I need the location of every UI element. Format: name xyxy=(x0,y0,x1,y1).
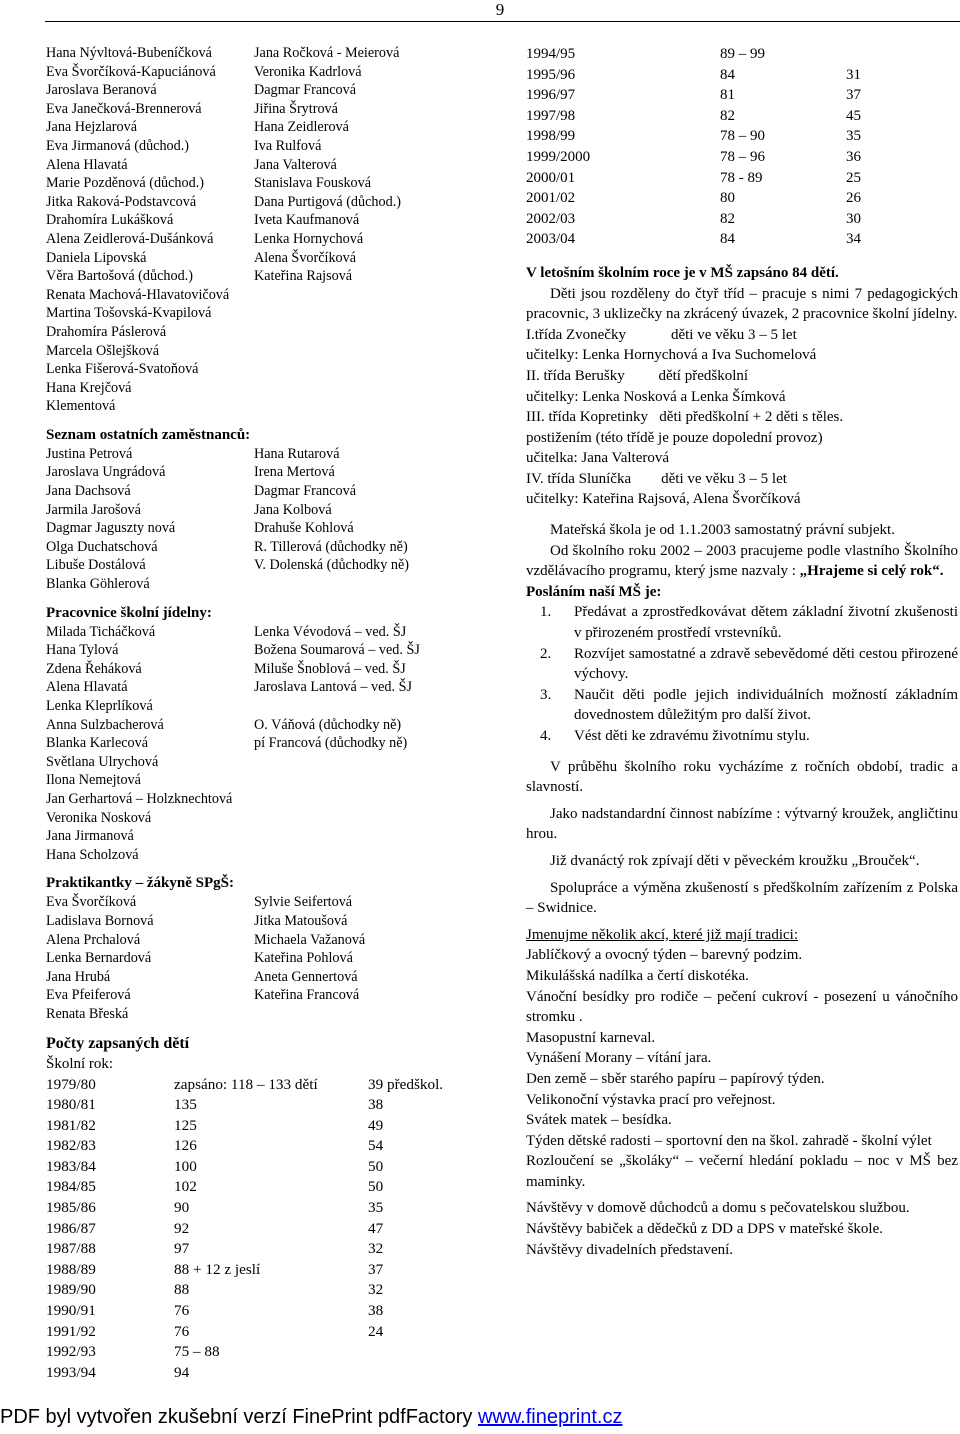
name-left: Eva Pfeiferová xyxy=(46,987,131,1004)
name-item: Drahomíra Páslerová xyxy=(46,323,167,340)
name-right: Božena Soumarová – ved. ŠJ xyxy=(254,642,420,659)
preschool-count: 47 xyxy=(368,1219,384,1237)
name-left: Eva Jirmanová (důchod.) xyxy=(46,137,190,154)
table-row xyxy=(46,1157,486,1178)
name-right: O. Váňová (důchodky ně) xyxy=(254,716,402,733)
name-item: Ilona Nemejtová xyxy=(46,772,141,789)
enrolled-count: 76 xyxy=(174,1302,190,1320)
school-year: 1985/86 xyxy=(46,1199,96,1217)
school-year: 1999/2000 xyxy=(526,148,591,165)
activities-paragraphs xyxy=(526,757,958,919)
enrolled-count: V letošním školním roce je v MŠ zapsáno 84 dětí. xyxy=(526,264,839,281)
name-left: Renata Břeská xyxy=(46,1005,129,1022)
name-right: Kateřina Rajsová xyxy=(254,268,353,285)
table-row xyxy=(46,1260,486,1281)
name-right: Jitka Matoušová xyxy=(254,912,348,929)
preschool-count: 50 xyxy=(368,1157,384,1175)
name-row xyxy=(46,660,486,679)
enrolment-heading: Počty zapsaných dětí xyxy=(46,1034,190,1052)
preschool-count: 38 xyxy=(368,1096,384,1114)
class-line: učitelky: Kateřina Rajsová, Alena Švorčíková xyxy=(526,491,801,508)
staff-list-singles xyxy=(46,286,486,416)
school-year: 1984/85 xyxy=(46,1178,96,1196)
enrolled-count: 78 – 96 xyxy=(720,148,765,165)
name-right: Aneta Gennertová xyxy=(254,968,358,985)
mission-text: Vést děti ke zdravému životnímu stylu. xyxy=(574,728,810,744)
preschool-count: 50 xyxy=(368,1178,384,1196)
name-row xyxy=(46,734,486,753)
preschool-count: 38 xyxy=(368,1302,384,1320)
enrolment-table-continued xyxy=(526,44,958,250)
class-line: IV. třída Sluníčka děti ve věku 3 – 5 let xyxy=(526,470,787,487)
name-left: Alena Hlavatá xyxy=(46,156,128,173)
school-year: 1986/87 xyxy=(46,1219,96,1237)
tradition-item: Masopustní karneval. xyxy=(526,1029,656,1046)
name-right: Lenka Hornychová xyxy=(254,230,364,247)
school-year: 2000/01 xyxy=(526,169,576,186)
name-item: Světlana Ulrychová xyxy=(46,753,159,770)
school-year: 1993/94 xyxy=(46,1363,96,1381)
class-list xyxy=(526,325,958,510)
trainees-list xyxy=(46,893,486,1023)
enrolled-count: 76 xyxy=(174,1322,190,1340)
name-row xyxy=(46,445,486,464)
right-column xyxy=(526,44,958,1260)
table-row xyxy=(526,44,958,65)
enrolled-count: 82 xyxy=(720,210,735,227)
name-item: Renata Machová-Hlavatovičová xyxy=(46,286,230,303)
name-item: Veronika Nosková xyxy=(46,809,152,826)
name-right: Dagmar Francová xyxy=(254,483,357,500)
table-row xyxy=(526,126,958,147)
preschool-count: 34 xyxy=(846,231,861,248)
name-left: Justina Petrová xyxy=(46,445,133,462)
name-row xyxy=(46,1005,486,1024)
name-item: Marcela Ošlejšková xyxy=(46,342,160,359)
name-row xyxy=(46,174,486,193)
school-year: 2003/04 xyxy=(526,231,576,248)
visit-item: Návštěvy divadelních představení. xyxy=(526,1241,734,1258)
table-row xyxy=(46,1095,486,1116)
tradition-item: Velikonoční výstavka prací pro veřejnost. xyxy=(526,1091,776,1108)
enrolled-count: 81 xyxy=(720,87,735,104)
name-row xyxy=(46,44,486,63)
table-row xyxy=(46,1136,486,1157)
enrolled-count: 88 + 12 z jeslí xyxy=(174,1260,261,1278)
tradition-item: Den země – sběr starého papíru – papírový týden. xyxy=(526,1070,825,1087)
name-row xyxy=(46,697,486,716)
tradition-item: Jablíčkový a ovocný týden – barevný podzim. xyxy=(526,947,803,964)
name-row xyxy=(46,678,486,697)
tradition-item: Svátek matek – besídka. xyxy=(526,1112,672,1129)
header-rule xyxy=(45,21,960,22)
table-row xyxy=(46,1301,486,1322)
preschool-count: 35 xyxy=(368,1199,384,1217)
name-left: Alena Prchalová xyxy=(46,931,141,948)
enrolled-count: 80 xyxy=(720,190,735,207)
table-row xyxy=(46,1363,486,1384)
kitchen-staff-list xyxy=(46,623,486,753)
school-year: 1981/82 xyxy=(46,1116,96,1134)
visits-list xyxy=(526,1198,958,1260)
trainees-heading: Praktikantky – žákyně SPgŠ: xyxy=(46,875,234,892)
enrolled-count: 100 xyxy=(174,1157,197,1175)
name-right: Irena Mertová xyxy=(254,464,335,481)
visit-item: Návštěvy babiček a dědečků z DD a DPS v mateřské škole. xyxy=(526,1221,883,1238)
program-paragraph xyxy=(526,541,958,582)
name-row xyxy=(46,641,486,660)
enrolled-count: 135 xyxy=(174,1096,197,1114)
paragraph: Spolupráce a výměna zkušeností s předškolním zařízením z Polska – Swidnice. xyxy=(526,879,958,917)
name-row xyxy=(46,137,486,156)
preschool-count: 32 xyxy=(368,1240,384,1258)
school-year: 1980/81 xyxy=(46,1096,96,1114)
name-left: Jana Dachsová xyxy=(46,483,131,500)
table-row xyxy=(46,1219,486,1240)
name-left: Eva Švorčíková-Kapuciánová xyxy=(46,63,216,80)
name-right: Kateřina Francová xyxy=(254,987,360,1004)
school-year: 1987/88 xyxy=(46,1240,96,1258)
name-right: Iva Rulfová xyxy=(254,137,322,154)
preschool-count: 36 xyxy=(846,148,861,165)
name-left: Zdena Řeháková xyxy=(46,660,142,677)
name-left: Blanka Göhlerová xyxy=(46,576,150,593)
name-right: Stanislava Fousková xyxy=(254,175,372,192)
mission-number: 1. xyxy=(540,604,552,621)
name-item: Hana Scholzová xyxy=(46,846,139,863)
school-year: 1997/98 xyxy=(526,107,576,124)
table-row xyxy=(46,1116,486,1137)
paragraph: V průběhu školního roku vycházíme z ročních období, tradic a slavností. xyxy=(526,758,958,796)
kitchen-heading: Pracovnice školní jídelny: xyxy=(46,604,212,621)
school-year: 1979/80 xyxy=(46,1075,96,1093)
enrolled-count: 75 – 88 xyxy=(174,1343,220,1361)
school-year: 2002/03 xyxy=(526,210,576,227)
school-year: 1983/84 xyxy=(46,1157,96,1175)
mission-text: Předávat a zprostředkovávat dětem základní životní zkušenosti v přirozeném prostředí vrstevníků. xyxy=(574,604,958,642)
table-row xyxy=(46,1239,486,1260)
mission-item xyxy=(526,726,958,747)
kitchen-staff-singles xyxy=(46,753,486,865)
name-right: pí Francová (důchodky ně) xyxy=(254,735,408,752)
name-right xyxy=(254,697,486,716)
school-year: 2001/02 xyxy=(526,190,576,207)
school-year: 1988/89 xyxy=(46,1260,96,1278)
table-row xyxy=(526,147,958,168)
enrolled-count: 126 xyxy=(174,1137,197,1155)
name-left: Alena Zeidlerová-Dušánková xyxy=(46,230,214,247)
name-left: Jarmila Jarošová xyxy=(46,501,141,518)
name-left: Daniela Lipovská xyxy=(46,249,147,266)
enrolled-count: 94 xyxy=(174,1363,190,1381)
name-left: Blanka Karlecová xyxy=(46,735,149,752)
table-row xyxy=(46,1322,486,1343)
table-row xyxy=(46,1342,486,1363)
preschool-count: 25 xyxy=(846,169,861,186)
name-item: Jan Gerhartová – Holzknechtová xyxy=(46,790,233,807)
class-line: učitelky: Lenka Nosková a Lenka Šímková xyxy=(526,388,786,405)
name-left: Jaroslava Beranová xyxy=(46,82,157,99)
school-year: 1989/90 xyxy=(46,1281,96,1299)
name-row xyxy=(46,968,486,987)
table-row xyxy=(46,1280,486,1301)
name-right: Hana Zeidlerová xyxy=(254,119,349,136)
preschool-count xyxy=(368,1342,486,1363)
name-row xyxy=(46,556,486,575)
name-left: Lenka Kleprlíková xyxy=(46,698,153,714)
name-row xyxy=(46,193,486,212)
name-right: Kateřina Pohlová xyxy=(254,950,353,967)
preschool-count: 26 xyxy=(846,190,861,207)
name-left: Hana Nývltová-Bubeníčková xyxy=(46,45,212,61)
table-row xyxy=(526,188,958,209)
name-left: Dagmar Jaguszty nová xyxy=(46,520,176,537)
name-row xyxy=(46,716,486,735)
preschool-count: 54 xyxy=(368,1137,384,1155)
preschool-count xyxy=(846,44,958,65)
school-year: 1996/97 xyxy=(526,87,576,104)
name-row xyxy=(46,575,486,594)
name-item: Lenka Fišerová-Svatoňová xyxy=(46,361,199,378)
class-line: učitelky: Lenka Hornychová a Iva Suchomelová xyxy=(526,347,817,364)
mission-number: 4. xyxy=(540,728,552,744)
name-row xyxy=(46,118,486,137)
table-row xyxy=(526,229,958,250)
program-name: „Hrajeme si celý rok“. xyxy=(799,563,944,580)
name-left: Alena Hlavatá xyxy=(46,679,128,696)
table-row xyxy=(526,106,958,127)
preschool-count: 24 xyxy=(368,1322,384,1340)
enrolled-count: 78 – 90 xyxy=(720,128,765,145)
name-item: Hana Krejčová xyxy=(46,379,132,396)
name-left: Lenka Bernardová xyxy=(46,950,152,967)
name-right: Veronika Kadrlová xyxy=(254,63,362,80)
name-left: Jitka Raková-Podstavcová xyxy=(46,193,197,210)
name-item: Klementová xyxy=(46,398,116,415)
class-line: III. třída Kopretinky děti předškolní + 2 děti s těles. xyxy=(526,409,844,426)
class-line: učitelka: Jana Valterová xyxy=(526,450,669,467)
enrolment-subheading: Školní rok: xyxy=(46,1055,114,1072)
school-year: 1995/96 xyxy=(526,66,576,83)
name-right: Iveta Kaufmanová xyxy=(254,212,360,229)
school-year: 1998/99 xyxy=(526,128,576,145)
staff-list xyxy=(46,44,486,286)
class-line: I.třída Zvonečky děti ve věku 3 – 5 let xyxy=(526,326,797,343)
table-row xyxy=(46,1177,486,1198)
name-right: Michaela Važanová xyxy=(254,931,366,948)
name-row xyxy=(46,81,486,100)
left-column xyxy=(46,44,486,1383)
name-left: Jana Hejzlarová xyxy=(46,119,137,136)
name-row xyxy=(46,156,486,175)
other-staff-list xyxy=(46,445,486,594)
name-right: Miluše Šnoblová – ved. ŠJ xyxy=(254,660,406,677)
table-row xyxy=(526,209,958,230)
name-left: Hana Tylová xyxy=(46,642,119,659)
mission-list xyxy=(526,602,958,746)
preschool-count xyxy=(368,1363,486,1384)
name-row xyxy=(46,912,486,931)
mission-item xyxy=(526,685,958,726)
paragraph: Již dvanáctý rok zpívají děti v pěveckém kroužku „Brouček“. xyxy=(550,852,920,869)
enrolled-count: 82 xyxy=(720,107,735,124)
preschool-count: 37 xyxy=(368,1260,384,1278)
enrolled-count: 125 xyxy=(174,1116,197,1134)
name-row xyxy=(46,482,486,501)
school-year: 1991/92 xyxy=(46,1322,96,1340)
footer-text: PDF byl vytvořen zkušební verzí FinePrint pdfFactory xyxy=(0,1406,478,1428)
school-year: 1994/95 xyxy=(526,46,576,62)
mission-text: Naučit děti podle jejich individuálních možností základním dovednostem důležitým pro další život. xyxy=(574,686,958,724)
name-right: Jana Ročková - Meierová xyxy=(254,45,400,61)
mission-text: Rozvíjet samostatné a zdravě sebevědomé děti cestou přirozené výchovy. xyxy=(574,645,958,683)
name-row xyxy=(46,249,486,268)
name-left: Anna Sulzbacherová xyxy=(46,716,164,733)
traditions-heading: Jmenujme několik akcí, které již mají tradici: xyxy=(526,926,798,943)
mission-number: 2. xyxy=(540,645,552,662)
classes-intro: Děti jsou rozděleny do čtyř tříd – pracuje s nimi 7 pedagogických pracovnic, 3 uklizečky na zkrácený úvazek, 2 pracovnice školní jídelny. xyxy=(526,285,958,323)
name-row xyxy=(46,267,486,286)
program-text: Od školního roku 2002 – 2003 pracujeme podle vlastního Školního vzdělávacího programu, který jsme nazvaly : xyxy=(526,542,958,580)
enrolment-table xyxy=(46,1075,486,1384)
school-year: 1982/83 xyxy=(46,1137,96,1155)
name-row xyxy=(46,463,486,482)
name-right: R. Tillerová (důchodky ně) xyxy=(254,538,408,555)
name-left: Jaroslava Ungrádová xyxy=(46,464,166,481)
enrolled-count: 84 xyxy=(720,66,735,83)
name-item: Martina Tošovská-Kvapilová xyxy=(46,305,212,322)
mission-item xyxy=(526,602,958,643)
name-left: Olga Duchatschová xyxy=(46,538,158,555)
mission-heading: Posláním naší MŠ je: xyxy=(526,583,662,600)
name-right: Sylvie Seifertová xyxy=(254,894,353,911)
preschool-count: 49 xyxy=(368,1116,384,1134)
tradition-item: Týden dětské radosti – sportovní den na škol. zahradě - školní výlet xyxy=(526,1132,932,1149)
name-right: Jiřina Šrytrová xyxy=(254,100,338,117)
name-right xyxy=(254,575,486,594)
name-left: Jana Hrubá xyxy=(46,968,111,985)
name-row xyxy=(46,519,486,538)
name-right: Lenka Vévodová – ved. ŠJ xyxy=(254,623,407,640)
name-row xyxy=(46,538,486,557)
enrolled-count: 84 xyxy=(720,231,735,248)
other-staff-heading: Seznam ostatních zaměstnanců: xyxy=(46,426,251,443)
preschool-count: 30 xyxy=(846,210,861,227)
subject-paragraph: Mateřská škola je od 1.1.2003 samostatný právní subjekt. xyxy=(550,522,895,539)
preschool-count: 35 xyxy=(846,128,861,145)
name-row xyxy=(46,949,486,968)
name-right: Jaroslava Lantová – ved. ŠJ xyxy=(254,679,412,696)
preschool-count: 37 xyxy=(846,87,861,104)
page-number: 9 xyxy=(495,0,505,19)
mission-item xyxy=(526,644,958,685)
name-item: Jana Jirmanová xyxy=(46,828,134,845)
school-year: 1992/93 xyxy=(46,1343,96,1361)
name-row xyxy=(46,230,486,249)
name-row xyxy=(46,100,486,119)
tradition-item: Mikulášská nadílka a čertí diskotéka. xyxy=(526,967,749,984)
name-left: Milada Ticháčková xyxy=(46,623,156,640)
table-row xyxy=(526,85,958,106)
name-right xyxy=(254,1005,486,1024)
name-right: V. Dolenská (důchodky ně) xyxy=(254,557,409,574)
preschool-count: 45 xyxy=(846,107,861,124)
preschool-count: 39 předškol. xyxy=(368,1075,444,1093)
name-left: Marie Pozděnová (důchod.) xyxy=(46,175,204,192)
class-line: II. třída Berušky dětí předškolní xyxy=(526,367,749,384)
visit-item: Návštěvy v domově důchodců a domu s pečovatelskou službou. xyxy=(526,1200,910,1217)
name-right: Hana Rutarová xyxy=(254,445,340,462)
name-left: Eva Švorčíková xyxy=(46,894,137,911)
name-row xyxy=(46,986,486,1005)
name-left: Věra Bartošová (důchod.) xyxy=(46,268,193,285)
class-line: postižením (této třídě je pouze dopolední provoz) xyxy=(526,429,823,446)
traditions-list xyxy=(526,945,958,1192)
paragraph: Jako nadstandardní činnost nabízíme : výtvarný kroužek, angličtinu hrou. xyxy=(526,805,958,843)
name-row xyxy=(46,501,486,520)
table-row xyxy=(46,1075,486,1096)
name-row xyxy=(46,63,486,82)
name-left: Eva Janečková-Brennerová xyxy=(46,100,202,117)
name-left: Ladislava Bornová xyxy=(46,912,154,929)
enrolled-count: 90 xyxy=(174,1199,190,1217)
name-left: Drahomíra Lukášková xyxy=(46,212,174,229)
name-right: Drahuše Kohlová xyxy=(254,520,354,537)
name-row xyxy=(46,623,486,642)
name-right: Alena Švorčíková xyxy=(254,249,357,266)
name-right: Jana Valterová xyxy=(254,156,337,173)
tradition-item: Rozloučení se „školáky“ – večerní hledání pokladu – noc v MŠ bez maminky. xyxy=(526,1153,958,1190)
footer-link[interactable]: www.fineprint.cz xyxy=(477,1406,623,1428)
tradition-item: Vánoční besídky pro rodiče – pečení cukroví - posezení u vánočního stromku . xyxy=(526,988,958,1026)
pdf-footer xyxy=(0,1406,622,1429)
table-row xyxy=(526,65,958,86)
enrolled-count: 89 – 99 xyxy=(720,46,765,62)
table-row xyxy=(526,168,958,189)
table-row xyxy=(46,1198,486,1219)
enrolled-count: zapsáno: 118 – 133 dětí xyxy=(174,1075,318,1093)
enrolled-count: 78 - 89 xyxy=(720,169,763,186)
enrolled-count: 88 xyxy=(174,1281,190,1299)
name-row xyxy=(46,931,486,950)
enrolled-count: 102 xyxy=(174,1178,197,1196)
enrolled-count: 92 xyxy=(174,1219,190,1237)
name-right: Dana Purtigová (důchod.) xyxy=(254,193,401,210)
name-left: Libuše Dostálová xyxy=(46,557,146,574)
school-year: 1990/91 xyxy=(46,1302,96,1320)
enrolled-count: 97 xyxy=(174,1240,190,1258)
name-row xyxy=(46,893,486,912)
preschool-count: 31 xyxy=(846,66,861,83)
name-row xyxy=(46,211,486,230)
mission-number: 3. xyxy=(540,686,552,703)
preschool-count: 32 xyxy=(368,1281,384,1299)
name-right: Dagmar Francová xyxy=(254,82,357,99)
tradition-item: Vynášení Morany – vítání jara. xyxy=(526,1050,712,1067)
name-right: Jana Kolbová xyxy=(254,501,332,518)
